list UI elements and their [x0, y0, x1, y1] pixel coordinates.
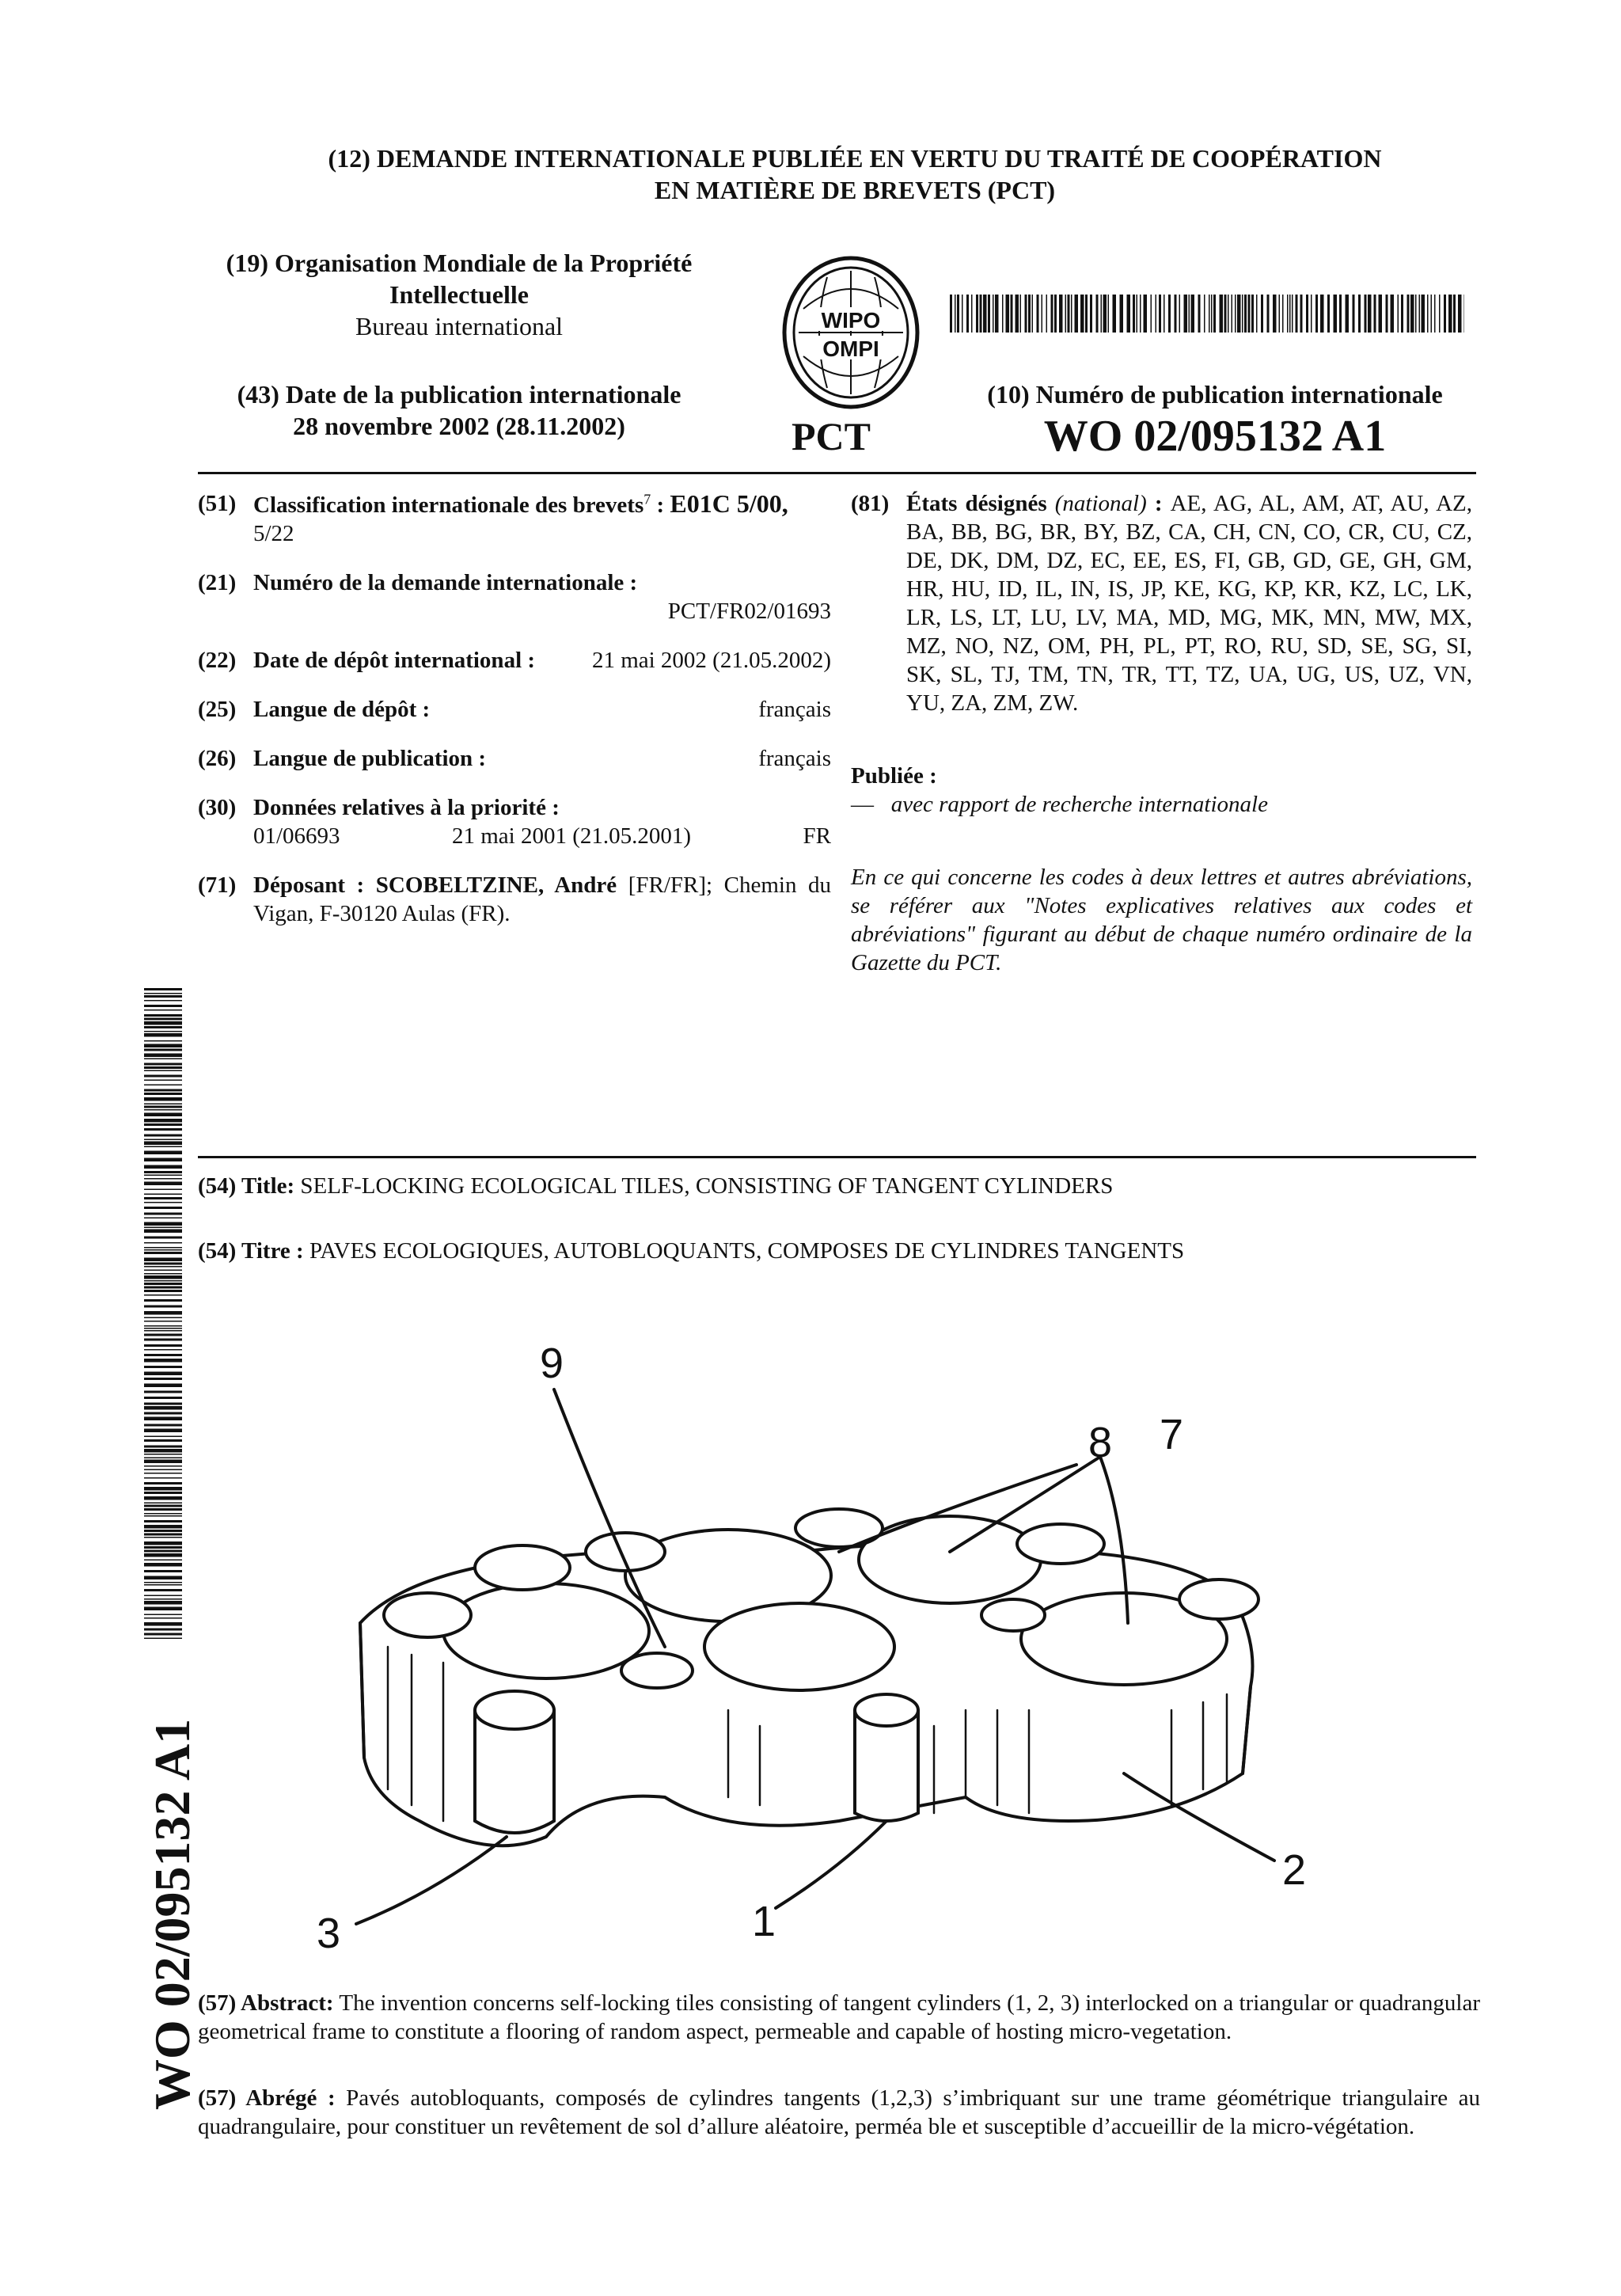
header-line-1: (12) DEMANDE INTERNATIONALE PUBLIÉE EN VERTU DU TRAITÉ DE COOPÉRATION: [328, 144, 1382, 173]
application-number-value: PCT/FR02/01693: [667, 599, 831, 624]
priority-date: 21 mai 2001 (21.05.2001): [452, 823, 692, 849]
publication-number: WO 02/095132 A1: [1043, 412, 1387, 461]
publication-number-label: (10) Numéro de publication internationale: [987, 380, 1443, 409]
ref-label-7: 7: [1160, 1411, 1184, 1458]
filing-date-value: 21 mai 2002 (21.05.2002): [591, 648, 831, 673]
publication-language-value: français: [758, 746, 831, 771]
field-26: (26) Langue de publication : français: [198, 746, 831, 771]
designated-states-list: AE, AG, AL, AM, AT, AU, AZ, BA, BB, BG, BR, BY, BZ, CA, CH, CN, CO, CR, CU, CZ, DE, DK, DM, DZ, EC, EE, ES, FI, GB, GD, GE, GH, GM, HR, HU, ID, IL, IN, IS, JP, KE, KG, KP, KR, KZ, LC, LK, LR, LS, LT, LU, LV, MA, MD, MG, MK, MN, MW, MX, MZ, NO, NZ, OM, PH, PL, PT, RO, RU, SD, SE, SG, SI, SK, SL, TJ, TM, TN, TR, TT, TZ, UA, UG, US, UZ, VN, YU, ZA, ZM, ZW.: [906, 491, 1472, 716]
bibliographic-left-column: [198, 489, 831, 948]
title-french: (54) Titre : PAVES ECOLOGIQUES, AUTOBLOQUANTS, COMPOSES DE CYLINDRES TANGENTS: [198, 1238, 1185, 1264]
side-publication-number: WO 02/095132 A1: [144, 1718, 200, 2110]
published-label: Publiée :: [851, 763, 937, 789]
side-barcode-icon: [144, 988, 182, 1639]
ipc-value: E01C 5/00,: [670, 489, 788, 518]
seal-top-text: WIPO: [821, 308, 881, 333]
priority-label: Données relatives à la priorité :: [253, 795, 560, 820]
field-30: (30) Données relatives à la priorité : 01/06693 21 mai 2001 (21.05.2001) FR: [198, 795, 831, 849]
field-25: (25) Langue de dépôt : français: [198, 697, 831, 722]
ref-label-9: 9: [540, 1340, 564, 1387]
ref-label-3: 3: [317, 1910, 341, 1957]
codes-note: En ce qui concerne les codes à deux lettres et autres abréviations, se référer aux "Notes explicatives relatives aux codes et abréviations" figurant au début de chaque numéro ordinaire de la Gazette du PCT.: [851, 865, 1472, 975]
field-21: (21) Numéro de la demande internationale : PCT/FR02/01693: [198, 570, 831, 624]
title-english: (54) Title: SELF-LOCKING ECOLOGICAL TILES, CONSISTING OF TANGENT CYLINDERS: [198, 1173, 1114, 1199]
tile-drawing: [285, 1314, 1409, 1963]
top-barcode-icon: [950, 295, 1464, 333]
ref-label-1: 1: [752, 1898, 776, 1945]
office-line-1: (19) Organisation Mondiale de la Propriété: [226, 249, 693, 277]
publication-date-block: [198, 378, 720, 442]
filing-date-label: Date de dépôt international :: [253, 648, 536, 673]
ipc-label: Classification internationale des brevets: [253, 492, 644, 518]
filing-language-label: Langue de dépôt :: [253, 697, 431, 722]
applicant-name: SCOBELTZINE, André: [375, 872, 617, 898]
document-header: [237, 143, 1472, 206]
applicant-label: Déposant :: [253, 872, 365, 898]
abstract-french: (57) Abrégé : Pavés autobloquants, composés de cylindres tangents (1,2,3) s’imbriquant sur une trame géométrique triangulaire au quadrangulaire, pour constituer un revêtement de sol d’allure aléatoire, perméa ble et susceptible d’accueillir de la micro-végétation.: [198, 2085, 1480, 2139]
seal-bottom-text: OMPI: [822, 336, 879, 361]
pct-label: PCT: [792, 414, 871, 458]
office-block: [198, 247, 720, 342]
application-number-label: Numéro de la demande internationale :: [253, 570, 638, 595]
wipo-seal-icon: [780, 253, 922, 412]
header-line-2: EN MATIÈRE DE BREVETS (PCT): [654, 176, 1056, 204]
priority-country: FR: [803, 823, 831, 849]
published-block: [851, 762, 1472, 819]
office-line-3: Bureau international: [355, 312, 564, 340]
title-divider: [198, 1156, 1476, 1158]
publication-date-label: (43) Date de la publication internationale: [237, 380, 681, 409]
ref-label-2: 2: [1282, 1846, 1307, 1894]
ipc-continuation: 5/22: [253, 521, 294, 546]
abstract-english: (57) Abstract: The invention concerns self-locking tiles consisting of tangent cylinders (1, 2, 3) interlocked on a triangular or quadrangular geometrical frame to constitute a flooring of random aspect, permeable and capable of hosting micro-vegetation.: [198, 1990, 1480, 2044]
field-51: (51) Classification internationale des brevets$^7$ : E01C 5/00, 5/22: [198, 489, 788, 546]
field-22: (22) Date de dépôt international : 21 mai 2002 (21.05.2002): [198, 648, 831, 673]
published-item: — avec rapport de recherche internationale: [851, 792, 1268, 817]
designated-states-block: [851, 489, 1472, 738]
applicant-address: [FR/FR]; Chemin du Vigan, F-30120 Aulas (FR).: [253, 872, 831, 926]
header-divider: [198, 472, 1476, 474]
designated-states-label: États désignés: [906, 491, 1047, 516]
field-71: (71) Déposant : SCOBELTZINE, André [FR/FR]; Chemin du Vigan, F-30120 Aulas (FR).: [198, 872, 831, 926]
publication-language-label: Langue de publication :: [253, 746, 487, 771]
publication-number-block: [942, 378, 1488, 462]
priority-application: 01/06693: [253, 823, 340, 849]
filing-language-value: français: [758, 697, 831, 722]
publication-date-value: 28 novembre 2002 (28.11.2002): [293, 412, 625, 440]
ref-label-8: 8: [1088, 1419, 1113, 1466]
field-81: (81) États désignés (national) : AE, AG, AL, AM, AT, AU, AZ, BA, BB, BG, BR, BY, BZ, CA, CH, CN, CO, CR, CU, CZ, DE, DK, DM, DZ, EC, EE, ES, FI, GB, GD, GE, GH, GM, HR, HU, ID, IL, IN, IS, JP, KE, KG, KP, KR, KZ, LC, LK, LR, LS, LT, LU, LV, MA, MD, MG, MK, MN, MW, MX, MZ, NO, NZ, OM, PH, PL, PT, RO, RU, SD, SE, SG, SI, SK, SL, TJ, TM, TN, TR, TT, TZ, UA, UG, US, UZ, VN, YU, ZA, ZM, ZW.: [851, 491, 1472, 716]
office-line-2: Intellectuelle: [389, 280, 529, 309]
